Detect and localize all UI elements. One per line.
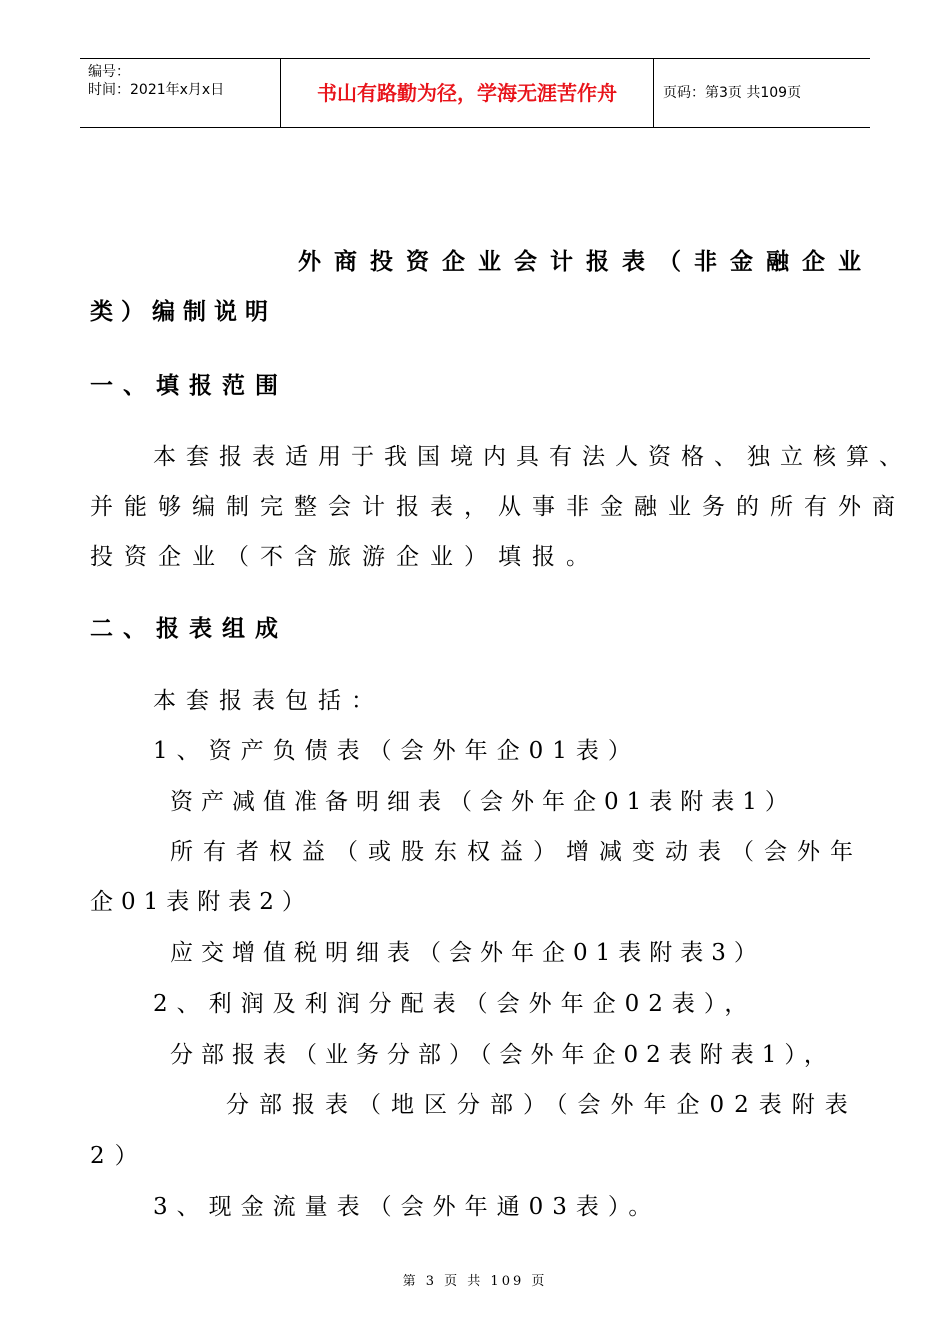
list-item: 2） bbox=[90, 1143, 148, 1169]
title-line-2: 类）编制说明 bbox=[90, 299, 276, 325]
header-meta-cell bbox=[80, 59, 281, 127]
paragraph-line: 本套报表适用于我国境内具有法人资格、独立核算、 bbox=[153, 444, 912, 470]
section-heading-2: 二、报表组成 bbox=[90, 616, 288, 642]
list-item: 资产减值准备明细表（会外年企01表附表1） bbox=[170, 789, 796, 815]
list-item: 3、现金流量表（会外年通03表）。 bbox=[153, 1194, 661, 1220]
title-line-1: 外商投资企业会计报表（非金融企业 bbox=[298, 249, 874, 275]
list-item: 2、利润及利润分配表（会外年企02表）， bbox=[153, 991, 757, 1017]
page-footer: 第 3 页 共 109 页 bbox=[402, 1274, 548, 1289]
list-item: 1、资产负债表（会外年企01表） bbox=[153, 738, 640, 764]
paragraph-line: 并能够编制完整会计报表，从事非金融业务的所有外商 bbox=[90, 494, 906, 520]
list-item: 企01表附表2） bbox=[90, 889, 313, 915]
section-heading-1: 一、填报范围 bbox=[90, 373, 288, 399]
list-intro: 本套报表包括： bbox=[153, 688, 384, 714]
time-label: 时间：2021年x月x日 bbox=[88, 82, 225, 98]
list-item: 应交增值税明细表（会外年企01表附表3） bbox=[170, 940, 765, 966]
header-table bbox=[80, 58, 870, 128]
number-label: 编号： bbox=[88, 64, 130, 80]
list-item: 分部报表（地区分部）（会外年企02表附表 bbox=[226, 1092, 858, 1118]
paragraph-line: 投资企业（不含旅游企业）填报。 bbox=[90, 544, 600, 570]
list-item: 分部报表（业务分部）（会外年企02表附表1）， bbox=[170, 1042, 835, 1068]
page-info: 页码：第3页 共109页 bbox=[663, 85, 802, 101]
motto: 书山有路勤为径，学海无涯苦作舟 bbox=[281, 59, 654, 127]
list-item: 所有者权益（或股东权益）增减变动表（会外年 bbox=[170, 839, 863, 865]
